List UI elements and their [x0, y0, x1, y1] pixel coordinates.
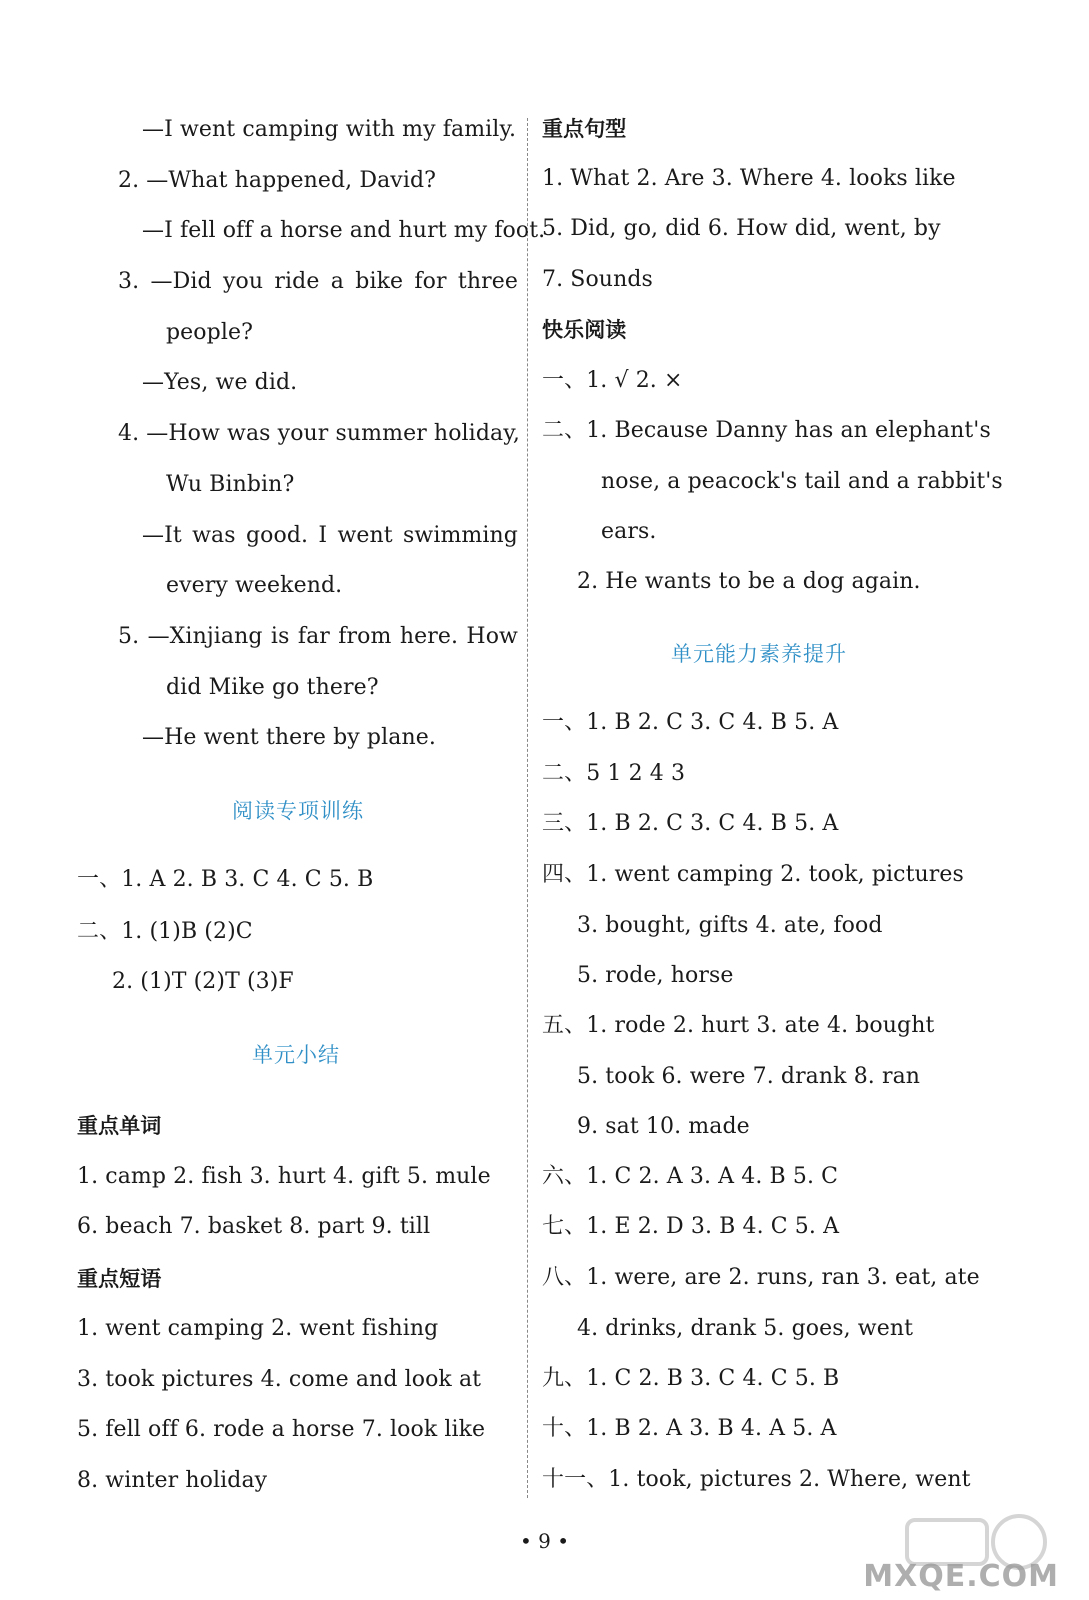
answer-line: 九、1. C 2. B 3. C 4. C 5. B [542, 1366, 840, 1391]
answer-line: 五、1. rode 2. hurt 3. ate 4. bought [542, 1013, 935, 1038]
answer-line: nose, a peacock's tail and a rabbit's [601, 469, 1003, 494]
dialogue-line: Wu Binbin? [166, 472, 295, 497]
dialogue-line: —Yes, we did. [142, 370, 298, 395]
answer-line: 1. What 2. Are 3. Where 4. looks like [542, 166, 956, 191]
answer-line: 5. fell off 6. rode a horse 7. look like [77, 1417, 486, 1442]
dialogue-line: every weekend. [166, 573, 343, 598]
section-heading-ability: 单元能力素养提升 [671, 642, 847, 666]
subheading-key-phrases: 重点短语 [77, 1267, 162, 1291]
answer-line: 三、1. B 2. C 3. C 4. B 5. A [542, 811, 839, 836]
answer-line: 7. Sounds [542, 267, 653, 292]
answer-line: 二、1. Because Danny has an elephant's [542, 418, 991, 443]
answer-line: ears. [601, 519, 657, 544]
dialogue-line: —I fell off a horse and hurt my foot. [142, 218, 546, 243]
page-number: • 9 • [519, 1529, 570, 1553]
subheading-key-words: 重点单词 [77, 1114, 162, 1138]
dialogue-line: 4. —How was your summer holiday, [118, 421, 520, 446]
answer-line: 5. rode, horse [577, 963, 734, 988]
answer-line: 2. He wants to be a dog again. [577, 569, 921, 594]
answer-line: 4. drinks, drank 5. goes, went [577, 1316, 914, 1341]
subheading-key-sentences: 重点句型 [542, 117, 627, 141]
answer-line: 八、1. were, are 2. runs, ran 3. eat, ate [542, 1265, 980, 1290]
section-heading-summary: 单元小结 [252, 1043, 340, 1067]
answer-line: 5. Did, go, did 6. How did, went, by [542, 216, 941, 241]
column-divider [527, 118, 528, 1498]
answer-line: 二、5 1 2 4 3 [542, 761, 686, 786]
answer-line: 1. camp 2. fish 3. hurt 4. gift 5. mule [77, 1164, 491, 1189]
dialogue-line: —I went camping with my family. [142, 117, 517, 142]
dialogue-line: 5. —Xinjiang is far from here. How [118, 624, 518, 649]
answer-line: 8. winter holiday [77, 1468, 268, 1493]
answer-line: 十一、1. took, pictures 2. Where, went [542, 1467, 971, 1492]
dialogue-line: people? [166, 320, 253, 345]
answer-line: 2. (1)T (2)T (3)F [112, 969, 294, 994]
answer-line: 十、1. B 2. A 3. B 4. A 5. A [542, 1416, 837, 1441]
answer-line: 3. took pictures 4. come and look at [77, 1367, 482, 1392]
section-heading-reading: 阅读专项训练 [232, 799, 364, 823]
answer-line: 七、1. E 2. D 3. B 4. C 5. A [542, 1214, 840, 1239]
dialogue-line: 3. —Did you ride a bike for three [118, 269, 518, 294]
answer-line: 3. bought, gifts 4. ate, food [577, 913, 883, 938]
answer-line: 六、1. C 2. A 3. A 4. B 5. C [542, 1164, 839, 1189]
watermark-text: MXQE.COM [863, 1559, 1059, 1594]
answer-line: 一、1. A 2. B 3. C 4. C 5. B [77, 867, 374, 892]
dialogue-line: —He went there by plane. [142, 725, 436, 750]
dialogue-line: 2. —What happened, David? [118, 168, 437, 193]
dialogue-line: —It was good. I went swimming [142, 523, 518, 548]
answer-line: 9. sat 10. made [577, 1114, 750, 1139]
answer-line: 四、1. went camping 2. took, pictures [542, 862, 964, 887]
dialogue-line: did Mike go there? [166, 675, 379, 700]
answer-line: 一、1. B 2. C 3. C 4. B 5. A [542, 710, 839, 735]
answer-line: 6. beach 7. basket 8. part 9. till [77, 1214, 431, 1239]
subheading-happy-reading: 快乐阅读 [542, 318, 627, 342]
answer-line: 5. took 6. were 7. drank 8. ran [577, 1064, 921, 1089]
answer-line: 二、1. (1)B (2)C [77, 919, 253, 944]
answer-line: 1. went camping 2. went fishing [77, 1316, 439, 1341]
answer-line: 一、1. √ 2. × [542, 368, 683, 393]
